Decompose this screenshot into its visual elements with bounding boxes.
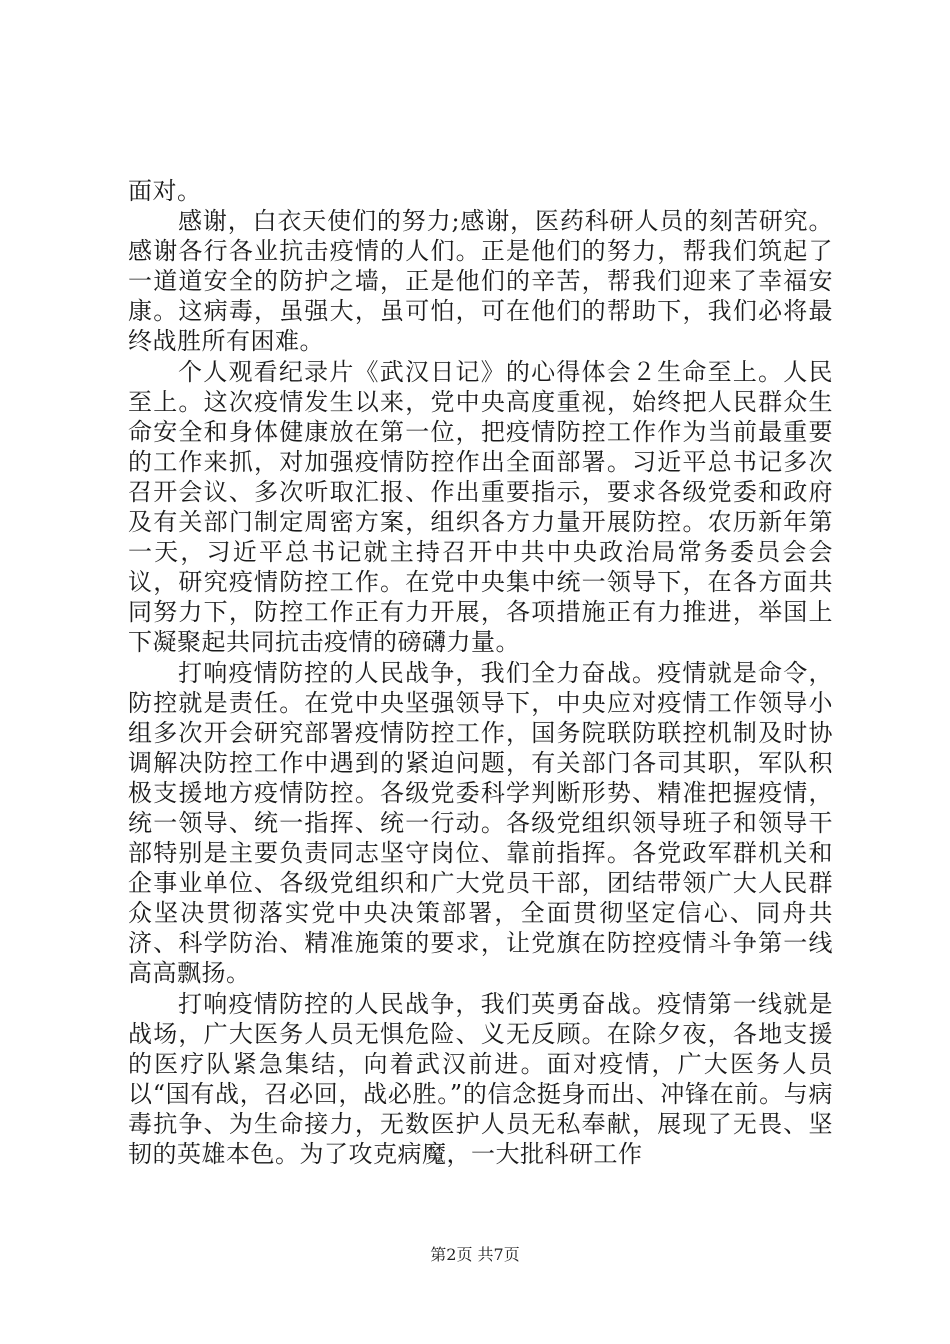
paragraph-continuation: 面对。 xyxy=(128,177,202,205)
page-footer: 第2页 共7页 xyxy=(430,1245,520,1264)
paragraph-brave-fight: 打响疫情防控的人民战争，我们英勇奋战。疫情第一线就是战场，广大医务人员无惧危险、义无反顾。在除夕夜，各地支援的医疗队紧急集结，向着武汉前进。面对疫情，广大医务人员以“国有战，召必回，战必胜。”的信念挺身而出、冲锋在前。与病毒抗争、为生命接力，无数医护人员无私奉献，展现了无畏、坚韧的英雄本色。为了攻克病魔，一大批科研工作 xyxy=(128,989,833,1168)
paragraph-full-effort: 打响疫情防控的人民战争，我们全力奋战。疫情就是命令，防控就是责任。在党中央坚强领导下，中央应对疫情工作领导小组多次开会研究部署疫情防控工作，国务院联防联控机制及时协调解决防控工作中遇到的紧迫问题，有关部门各司其职，军队积极支援地方疫情防控。各级党委科学判断形势、精准把握疫情，统一领导、统一指挥、统一行动。各级党组织领导班子和领导干部特别是主要负责同志坚守岗位、靠前指挥。各党政军群机关和企事业单位、各级党组织和广大党员干部，团结带领广大人民群众坚决贯彻落实党中央决策部署，全面贯彻坚定信心、同舟共济、科学防治、精准施策的要求，让党旗在防控疫情斗争第一线高高飘扬。 xyxy=(128,658,833,988)
paragraph-thanks: 感谢，白衣天使们的努力;感谢，医药科研人员的刻苦研究。感谢各行各业抗击疫情的人们。正是他们的努力，帮我们筑起了一道道安全的防护之墙，正是他们的辛苦，帮我们迎来了幸福安康。这病毒，虽强大，虽可怕，可在他们的帮助下，我们必将最终战胜所有困难。 xyxy=(128,207,833,356)
body-text xyxy=(128,176,833,1169)
paragraph-life-first: 个人观看纪录片《武汉日记》的心得体会２生命至上。人民至上。这次疫情发生以来，党中央高度重视，始终把人民群众生命安全和身体健康放在第一位，把疫情防控工作作为当前最重要的工作来抓，对加强疫情防控作出全面部署。习近平总书记多次召开会议、多次听取汇报、作出重要指示，要求各级党委和政府及有关部门制定周密方案，组织各方力量开展防控。农历新年第一天，习近平总书记就主持召开中共中央政治局常务委员会会议，研究疫情防控工作。在党中央集中统一领导下，在各方面共同努力下，防控工作正有力开展，各项措施正有力推进，举国上下凝聚起共同抗击疫情的磅礴力量。 xyxy=(128,357,833,657)
